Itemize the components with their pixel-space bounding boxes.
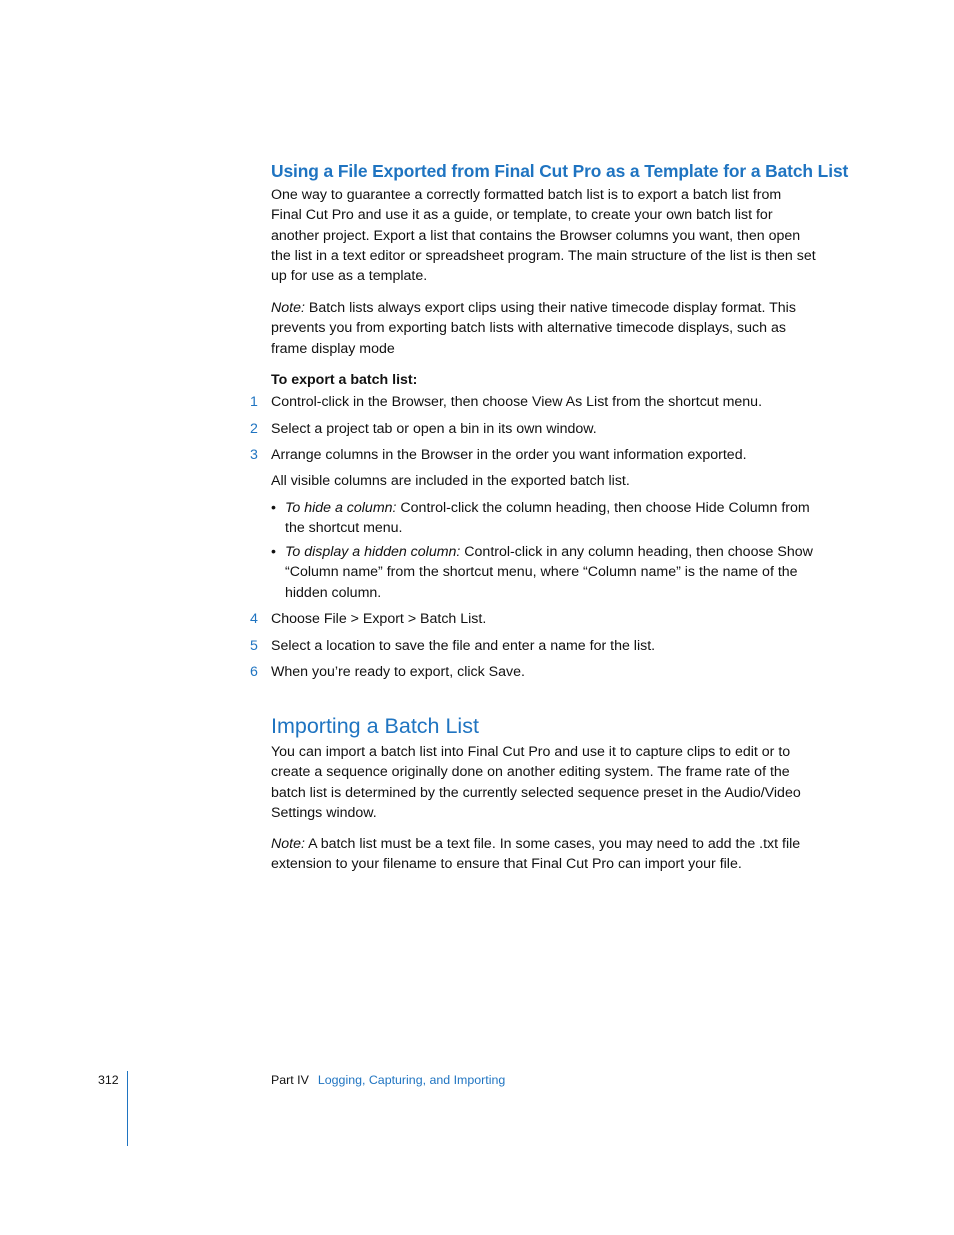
step-item [250,636,850,656]
step-text: Control-click in the Browser, then choose View As List from the shortcut menu. [271,394,763,410]
step-item [250,419,850,439]
step-item [250,445,850,465]
note-line: prevents you from exporting batch lists with alternative timecode displays, such as [271,320,786,337]
step-text: When you’re ready to export, click Save. [271,664,525,680]
step-followup: All visible columns are included in the exported batch list. [271,473,630,489]
bullet-item [271,542,831,603]
bullet-dot: • [271,544,276,560]
footer-part [271,1073,505,1087]
step-text: Select a project tab or open a bin in its own window. [271,421,597,437]
bullet-label: To display a hidden column: [285,544,461,560]
note-label: Note: [271,300,305,316]
step-item [250,609,850,629]
footer-rule [127,1071,128,1146]
section-paragraph [271,185,831,286]
paragraph-line: Final Cut Pro and use it as a guide, or template, to create your own batch list for [271,207,773,224]
procedure-title: To export a batch list: [271,372,418,388]
section-paragraph [271,742,831,823]
bullet-item [271,498,831,539]
note [271,298,831,359]
paragraph-line: batch list is determined by the currently selected sequence preset in the Audio/Video [271,784,801,801]
bullet-line: hidden column. [285,584,382,601]
paragraph-line: create a sequence originally done on another editing system. The frame rate of the [271,764,790,781]
step-item [250,662,850,682]
step-text: Select a location to save the file and enter a name for the list. [271,638,656,654]
step-number: 2 [250,421,258,437]
note [271,834,831,875]
note-line: extension to your filename to ensure that Final Cut Pro can import your file. [271,856,742,873]
note-line: Batch lists always export clips using their native timecode display format. This [304,300,796,316]
section-heading: Using a File Exported from Final Cut Pro as a Template for a Batch List [271,161,849,181]
note-line: A batch list must be a text file. In some cases, you may need to add the .txt file [304,836,801,852]
step-number: 6 [250,664,258,680]
step-number: 5 [250,638,258,654]
paragraph-line: Settings window. [271,804,377,821]
bullet-line: “Column name” from the shortcut menu, where “Column name” is the name of the [285,564,798,581]
step-item [250,392,850,412]
bullet-dot: • [271,500,276,516]
paragraph-line: One way to guarantee a correctly formatted batch list is to export a batch list from [271,187,782,203]
page-number: 312 [98,1073,119,1087]
step-text: Choose File > Export > Batch List. [271,611,487,627]
note-label: Note: [271,836,305,852]
step-text: Arrange columns in the Browser in the order you want information exported. [271,447,747,463]
step-number: 1 [250,394,258,410]
step-number: 3 [250,447,258,463]
bullet-line: Control-click in any column heading, then choose Show [460,544,813,560]
paragraph-line: up for use as a template. [271,268,428,285]
bullet-label: To hide a column: [285,500,397,516]
paragraph-line: another project. Export a list that contains the Browser columns you want, then open [271,227,801,244]
paragraph-line: You can import a batch list into Final Cut Pro and use it to capture clips to edit or to [271,744,791,760]
paragraph-line: the list in a text editor or spreadsheet program. The main structure of the list is then set [271,247,816,264]
bullet-line: the shortcut menu. [285,520,403,537]
section-heading: Importing a Batch List [271,714,479,738]
step-number: 4 [250,611,258,627]
bullet-line: Control-click the column heading, then choose Hide Column from [396,500,810,516]
footer-part-label: Part IV [271,1073,309,1087]
footer-part-title: Logging, Capturing, and Importing [317,1073,506,1087]
note-line: frame display mode [271,340,395,357]
